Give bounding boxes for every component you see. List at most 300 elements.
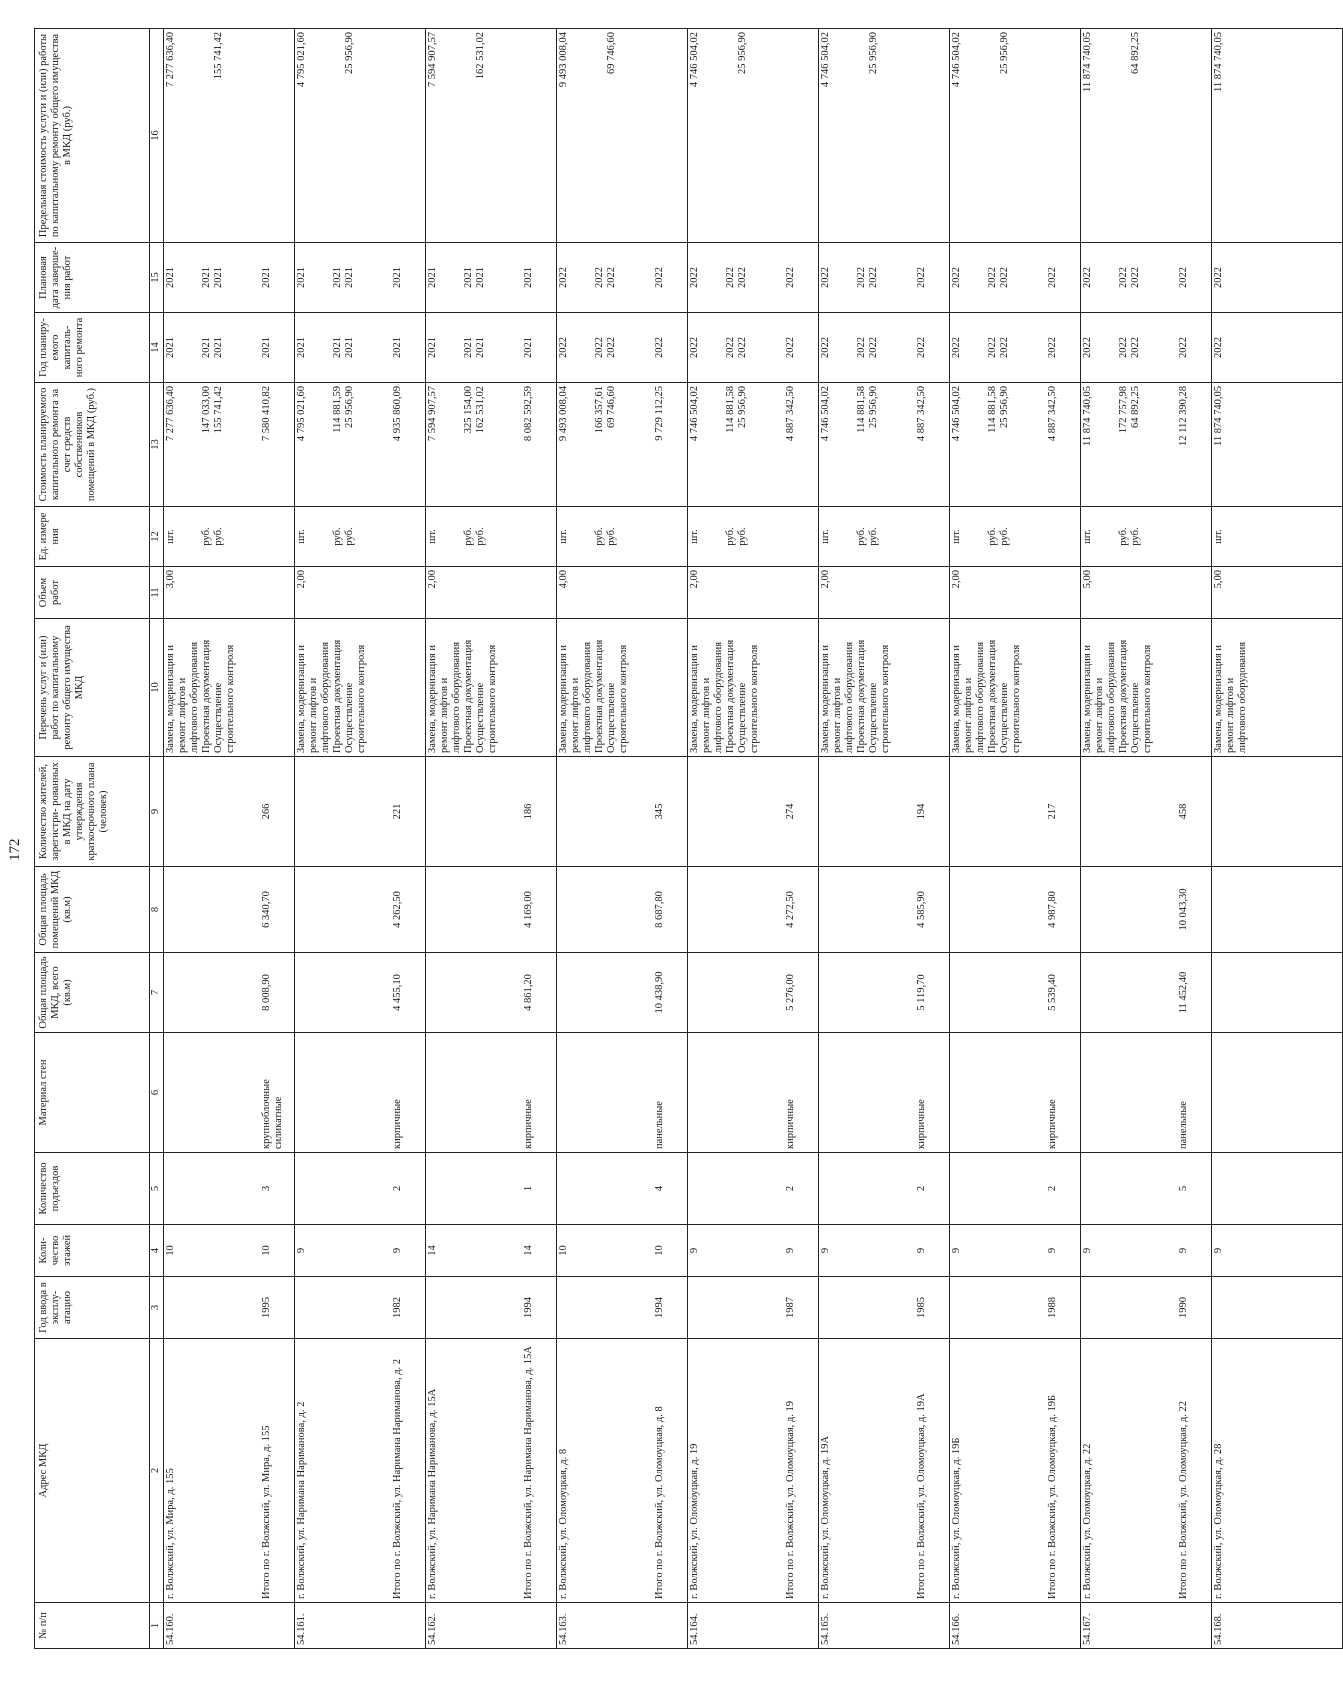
cell-line: 2021: [296, 337, 307, 358]
cell-line: [701, 1342, 713, 1599]
cell-line: [999, 1228, 1011, 1273]
cell-line: [570, 1156, 582, 1221]
cell-line: [951, 1280, 963, 1335]
cell-line: [356, 1036, 368, 1149]
cell-line: 2021: [332, 337, 343, 358]
cell-line: [892, 1342, 904, 1599]
cell-line: [725, 870, 737, 949]
cell-line: [439, 760, 451, 863]
cell-line: г. Волжский, ул. Оломоуцкая, д. 28: [1213, 1443, 1224, 1599]
cell-line: 2022: [594, 337, 605, 358]
cell-line: [630, 1228, 642, 1273]
cell-line: 2021: [463, 267, 474, 288]
cell-line: [380, 246, 392, 309]
cell-line: [832, 956, 844, 1029]
cell-line: 9: [1082, 1247, 1093, 1254]
cell-line: [642, 870, 654, 949]
cell-line: [856, 760, 868, 863]
cell-line: строительного контроля: [880, 644, 891, 753]
cell-line: [618, 1036, 630, 1149]
cell-line: [844, 246, 856, 309]
cell-line: руб.: [463, 527, 474, 546]
cell-line: 186: [523, 803, 534, 820]
cell-line: [951, 870, 963, 949]
cell-line: [844, 1280, 856, 1335]
cell-line: [332, 760, 344, 863]
cell-col-1: [426, 1603, 557, 1649]
cell-line: [987, 956, 999, 1029]
cell-line: [1023, 870, 1035, 949]
cell-col-3: [950, 1277, 1081, 1339]
column-header: Коли- чество этажей: [35, 1225, 150, 1277]
cell-line: [1035, 1280, 1047, 1335]
cell-line: Осуществление: [606, 682, 617, 753]
cell-line: [499, 316, 511, 379]
cell-line: [963, 1280, 975, 1335]
cell-line: [892, 1280, 904, 1335]
cell-col-8: [819, 867, 950, 953]
cell-line: [713, 32, 725, 239]
cell-line: Проектная документация: [856, 639, 867, 753]
cell-line: шт.: [558, 529, 569, 544]
cell-line: [511, 1342, 523, 1599]
cell-line: [904, 1342, 916, 1599]
cell-col-6: [426, 1033, 557, 1153]
cell-line: [844, 1036, 856, 1149]
cell-col-12: [426, 507, 557, 567]
cell-line: 2022: [558, 267, 569, 288]
cell-line: 4 935 860,09: [392, 386, 403, 442]
cell-line: [1011, 1156, 1023, 1221]
cell-col-15: [426, 243, 557, 313]
cell-line: [951, 956, 963, 1029]
cell-line: [963, 32, 975, 239]
cell-line: [749, 760, 761, 863]
cell-line: [487, 1342, 499, 1599]
cell-line: [237, 1228, 249, 1273]
cell-line: [249, 1228, 261, 1273]
cell-line: Замена, модернизация и: [1082, 645, 1093, 753]
cell-line: 5 119,70: [916, 974, 927, 1011]
cell-line: [1094, 1156, 1106, 1221]
cell-line: [749, 386, 761, 503]
cell-line: [856, 1156, 868, 1221]
cell-line: [511, 1280, 523, 1335]
column-header: Адрес МКД: [35, 1339, 150, 1603]
cell-line: [975, 1342, 987, 1599]
cell-line: 2021: [344, 337, 355, 358]
cell-line: [844, 1228, 856, 1273]
cell-line: [1011, 1228, 1023, 1273]
cell-line: [380, 870, 392, 949]
cell-line: [320, 510, 332, 563]
cell-line: кирпичные: [1047, 1099, 1058, 1149]
cell-line: [1094, 760, 1106, 863]
cell-line: [320, 1036, 332, 1149]
record-group: [819, 29, 950, 1649]
cell-line: Замена, модернизация и: [296, 645, 307, 753]
cell-line: [987, 1036, 999, 1149]
cell-line: [582, 316, 594, 379]
cell-line: [618, 760, 630, 863]
cell-col-3: [164, 1277, 295, 1339]
cell-line: [296, 1280, 308, 1335]
cell-line: 458: [1178, 803, 1189, 820]
cell-col-1: [1081, 1603, 1212, 1649]
cell-line: г. Волжский, ул. Оломоуцкая, д. 8: [558, 1448, 569, 1599]
cell-line: [499, 1156, 511, 1221]
cell-line: [749, 246, 761, 309]
cell-line: 4 887 342,50: [1047, 386, 1058, 442]
cell-col-7: [819, 953, 950, 1033]
cell-line: [320, 32, 332, 239]
cell-col-6: [557, 1033, 688, 1153]
cell-line: 1987: [785, 1297, 796, 1318]
cell-col-6: [1212, 1033, 1343, 1153]
column-number: 4: [150, 1225, 164, 1277]
cell-line: [189, 1156, 201, 1221]
cell-line: Проектная документация: [463, 639, 474, 753]
cell-line: [701, 1228, 713, 1273]
cell-line: [975, 1228, 987, 1273]
cell-line: ремонт лифтов и: [308, 677, 319, 753]
cell-line: [582, 1280, 594, 1335]
cell-line: [892, 246, 904, 309]
cell-line: руб.: [737, 527, 748, 546]
cell-line: 2: [785, 1185, 796, 1192]
cell-line: 2021: [475, 337, 486, 358]
cell-line: [1213, 1036, 1225, 1149]
cell-line: панельные: [654, 1101, 665, 1149]
cell-line: 11 874 740,05: [1082, 32, 1093, 92]
cell-line: руб.: [999, 527, 1010, 546]
cell-line: [201, 1228, 213, 1273]
cell-line: [1011, 386, 1023, 503]
cell-line: [880, 1156, 892, 1221]
column-number: 14: [150, 313, 164, 383]
cell-line: [177, 1342, 189, 1599]
cell-line: [439, 246, 451, 309]
cell-col-13: [1081, 383, 1212, 507]
column-header: Ед. измере ния: [35, 507, 150, 567]
cell-line: 25 956,90: [344, 32, 355, 74]
cell-line: [499, 1228, 511, 1273]
cell-line: [177, 1228, 189, 1273]
cell-line: [1023, 1342, 1035, 1599]
cell-line: [487, 956, 499, 1029]
cell-line: шт.: [820, 529, 831, 544]
cell-line: [1130, 1280, 1142, 1335]
cell-line: Осуществление: [999, 682, 1010, 753]
cell-line: [380, 956, 392, 1029]
cell-line: 2021: [201, 267, 212, 288]
cell-line: 10: [165, 1245, 176, 1256]
cell-line: [570, 386, 582, 503]
record-group: [1081, 29, 1212, 1649]
cell-line: [844, 32, 856, 239]
cell-col-15: [1081, 243, 1212, 313]
cell-col-11: [1212, 567, 1343, 619]
cell-line: [320, 956, 332, 1029]
cell-line: [1106, 510, 1118, 563]
cell-col-10: [1081, 619, 1212, 757]
cell-line: [1142, 760, 1154, 863]
cell-line: [570, 760, 582, 863]
cell-line: [618, 246, 630, 309]
cell-line: [189, 1280, 201, 1335]
cell-line: [201, 760, 213, 863]
cell-line: [844, 510, 856, 563]
cell-line: строительного контроля: [1142, 644, 1153, 753]
cell-line: [713, 1228, 725, 1273]
column-header: Год планиру- емого капиталь- ного ремонта: [35, 313, 150, 383]
cell-line: Проектная документация: [332, 639, 343, 753]
cell-line: [1011, 316, 1023, 379]
column-number: 13: [150, 383, 164, 507]
cell-line: [320, 386, 332, 503]
cell-line: [1166, 1156, 1178, 1221]
cell-line: [237, 870, 249, 949]
cell-col-16: [1212, 29, 1343, 243]
cell-col-14: [688, 313, 819, 383]
cell-line: [725, 1156, 737, 1221]
record-group: [688, 29, 819, 1649]
cell-line: [1213, 1280, 1225, 1335]
cell-line: 2: [392, 1185, 403, 1192]
cell-col-7: [950, 953, 1081, 1033]
cell-line: [963, 1156, 975, 1221]
cell-line: 2022: [987, 337, 998, 358]
cell-line: [308, 1156, 320, 1221]
cell-line: [189, 246, 201, 309]
cell-col-16: [950, 29, 1081, 243]
cell-line: Проектная документация: [1118, 639, 1129, 753]
cell-col-2: [819, 1339, 950, 1603]
cell-line: 9 729 112,25: [654, 386, 665, 441]
cell-line: [725, 760, 737, 863]
cell-line: 69 746,60: [606, 32, 617, 74]
cell-line: 2021: [261, 337, 272, 358]
cell-line: [570, 1036, 582, 1149]
cell-col-5: [1081, 1153, 1212, 1225]
cell-line: [499, 956, 511, 1029]
cell-col-15: [950, 243, 1081, 313]
cell-col-4: [295, 1225, 426, 1277]
cell-line: [725, 956, 737, 1029]
cell-line: 114 881,58: [987, 386, 998, 433]
column-number: 12: [150, 507, 164, 567]
cell-line: [439, 1342, 451, 1599]
cell-col-3: [426, 1277, 557, 1339]
cell-line: [1130, 760, 1142, 863]
cell-line: [713, 246, 725, 309]
cell-line: 2022: [689, 337, 700, 358]
cell-col-16: [1081, 29, 1212, 243]
cell-line: [320, 246, 332, 309]
cell-line: [570, 32, 582, 239]
cell-col-13: [819, 383, 950, 507]
cell-line: [427, 1156, 439, 1221]
cell-line: [201, 956, 213, 1029]
cell-line: [832, 32, 844, 239]
cell-col-12: [819, 507, 950, 567]
cell-line: [749, 956, 761, 1029]
cell-line: 54.167.: [1082, 1613, 1093, 1645]
cell-line: [1118, 1342, 1130, 1599]
cell-line: [856, 32, 868, 239]
cell-line: 4 861,20: [523, 974, 534, 1011]
cell-line: Итого по г. Волжский, ул. Наримана Нариманова, д. 15А: [523, 1346, 534, 1599]
cell-line: [892, 760, 904, 863]
cell-line: [1213, 870, 1225, 949]
cell-line: 2022: [820, 267, 831, 288]
cell-line: [999, 1342, 1011, 1599]
cell-col-4: [426, 1225, 557, 1277]
cell-line: [963, 956, 975, 1029]
cell-line: [439, 316, 451, 379]
cell-col-11: [819, 567, 950, 619]
cell-line: [368, 760, 380, 863]
cell-line: [451, 1036, 463, 1149]
cell-line: 2022: [856, 267, 867, 288]
cell-line: 10: [558, 1245, 569, 1256]
cell-line: 3,00: [165, 570, 176, 589]
cell-line: [761, 246, 773, 309]
cell-line: [749, 1280, 761, 1335]
cell-line: [868, 760, 880, 863]
cell-line: 12 112 390,28: [1178, 386, 1189, 446]
cell-col-10: [688, 619, 819, 757]
cell-line: [225, 760, 237, 863]
cell-line: руб.: [594, 527, 605, 546]
cell-line: 7 277 636,40: [165, 32, 176, 88]
cell-line: [308, 246, 320, 309]
cell-col-13: [950, 383, 1081, 507]
cell-line: [225, 1036, 237, 1149]
cell-line: [237, 956, 249, 1029]
cell-line: [892, 956, 904, 1029]
cell-col-9: [688, 757, 819, 867]
cell-line: [463, 956, 475, 1029]
cell-line: [475, 760, 487, 863]
cell-line: [868, 1156, 880, 1221]
cell-line: [1023, 1280, 1035, 1335]
cell-line: [177, 870, 189, 949]
cell-col-1: [557, 1603, 688, 1649]
cell-line: 2022: [820, 337, 831, 358]
cell-line: 9: [820, 1247, 831, 1254]
cell-line: [499, 246, 511, 309]
cell-line: [1011, 1342, 1023, 1599]
cell-line: [439, 956, 451, 1029]
cell-line: [1106, 1228, 1118, 1273]
cell-line: [368, 1342, 380, 1599]
cell-line: [177, 956, 189, 1029]
cell-line: ремонт лифтов и: [701, 677, 712, 753]
cell-line: 5 276,00: [785, 974, 796, 1011]
cell-col-13: [1212, 383, 1343, 507]
cell-line: [1106, 956, 1118, 1029]
cell-line: [868, 1342, 880, 1599]
cell-line: [451, 246, 463, 309]
cell-line: [332, 1036, 344, 1149]
cell-line: лифтового оборудования: [582, 641, 593, 753]
cell-line: [189, 386, 201, 503]
cell-line: Осуществление: [213, 682, 224, 753]
cell-line: 2022: [1118, 337, 1129, 358]
cell-line: [427, 1280, 439, 1335]
cell-line: [868, 1036, 880, 1149]
cell-line: [427, 870, 439, 949]
cell-line: [701, 760, 713, 863]
cell-line: [439, 1036, 451, 1149]
cell-line: [451, 316, 463, 379]
cell-line: [308, 1228, 320, 1273]
cell-line: [451, 386, 463, 503]
cell-line: Проектная документация: [201, 639, 212, 753]
cell-line: Осуществление: [737, 682, 748, 753]
cell-line: 11 874 740,05: [1213, 386, 1224, 446]
cell-line: [177, 386, 189, 503]
cell-line: строительного контроля: [749, 644, 760, 753]
cell-line: [1118, 1156, 1130, 1221]
cell-col-1: [819, 1603, 950, 1649]
cell-line: 9: [785, 1247, 796, 1254]
cell-line: [689, 1156, 701, 1221]
cell-line: ремонт лифтов и: [439, 677, 450, 753]
cell-col-7: [1212, 953, 1343, 1033]
cell-line: 2: [1047, 1185, 1058, 1192]
cell-line: [689, 1280, 701, 1335]
cell-line: [177, 32, 189, 239]
cell-line: [1094, 956, 1106, 1029]
cell-line: [463, 760, 475, 863]
cell-line: [1213, 956, 1225, 1029]
cell-line: 2,00: [689, 570, 700, 589]
cell-line: [1154, 386, 1166, 503]
cell-line: [582, 870, 594, 949]
cell-line: [439, 1156, 451, 1221]
cell-line: [201, 870, 213, 949]
cell-line: [630, 1036, 642, 1149]
cell-col-15: [295, 243, 426, 313]
cell-line: [701, 246, 713, 309]
cell-line: [320, 760, 332, 863]
cell-line: [213, 1342, 225, 1599]
cell-line: [987, 760, 999, 863]
cell-line: [1023, 386, 1035, 503]
column-number: 8: [150, 867, 164, 953]
cell-line: 4 455,10: [392, 974, 403, 1011]
cell-line: [594, 1228, 606, 1273]
cell-col-5: [295, 1153, 426, 1225]
cell-line: [701, 386, 713, 503]
cell-line: 64 892,25: [1130, 386, 1141, 428]
cell-line: руб.: [201, 527, 212, 546]
cell-line: 9: [951, 1247, 962, 1254]
cell-line: [1106, 1342, 1118, 1599]
cell-col-3: [295, 1277, 426, 1339]
cell-col-12: [164, 507, 295, 567]
cell-line: [487, 316, 499, 379]
cell-line: [880, 1342, 892, 1599]
cell-col-16: [688, 29, 819, 243]
cell-line: [249, 316, 261, 379]
record-group: [426, 29, 557, 1649]
cell-line: [749, 316, 761, 379]
cell-line: 4 746 504,02: [951, 386, 962, 442]
cell-line: [868, 956, 880, 1029]
